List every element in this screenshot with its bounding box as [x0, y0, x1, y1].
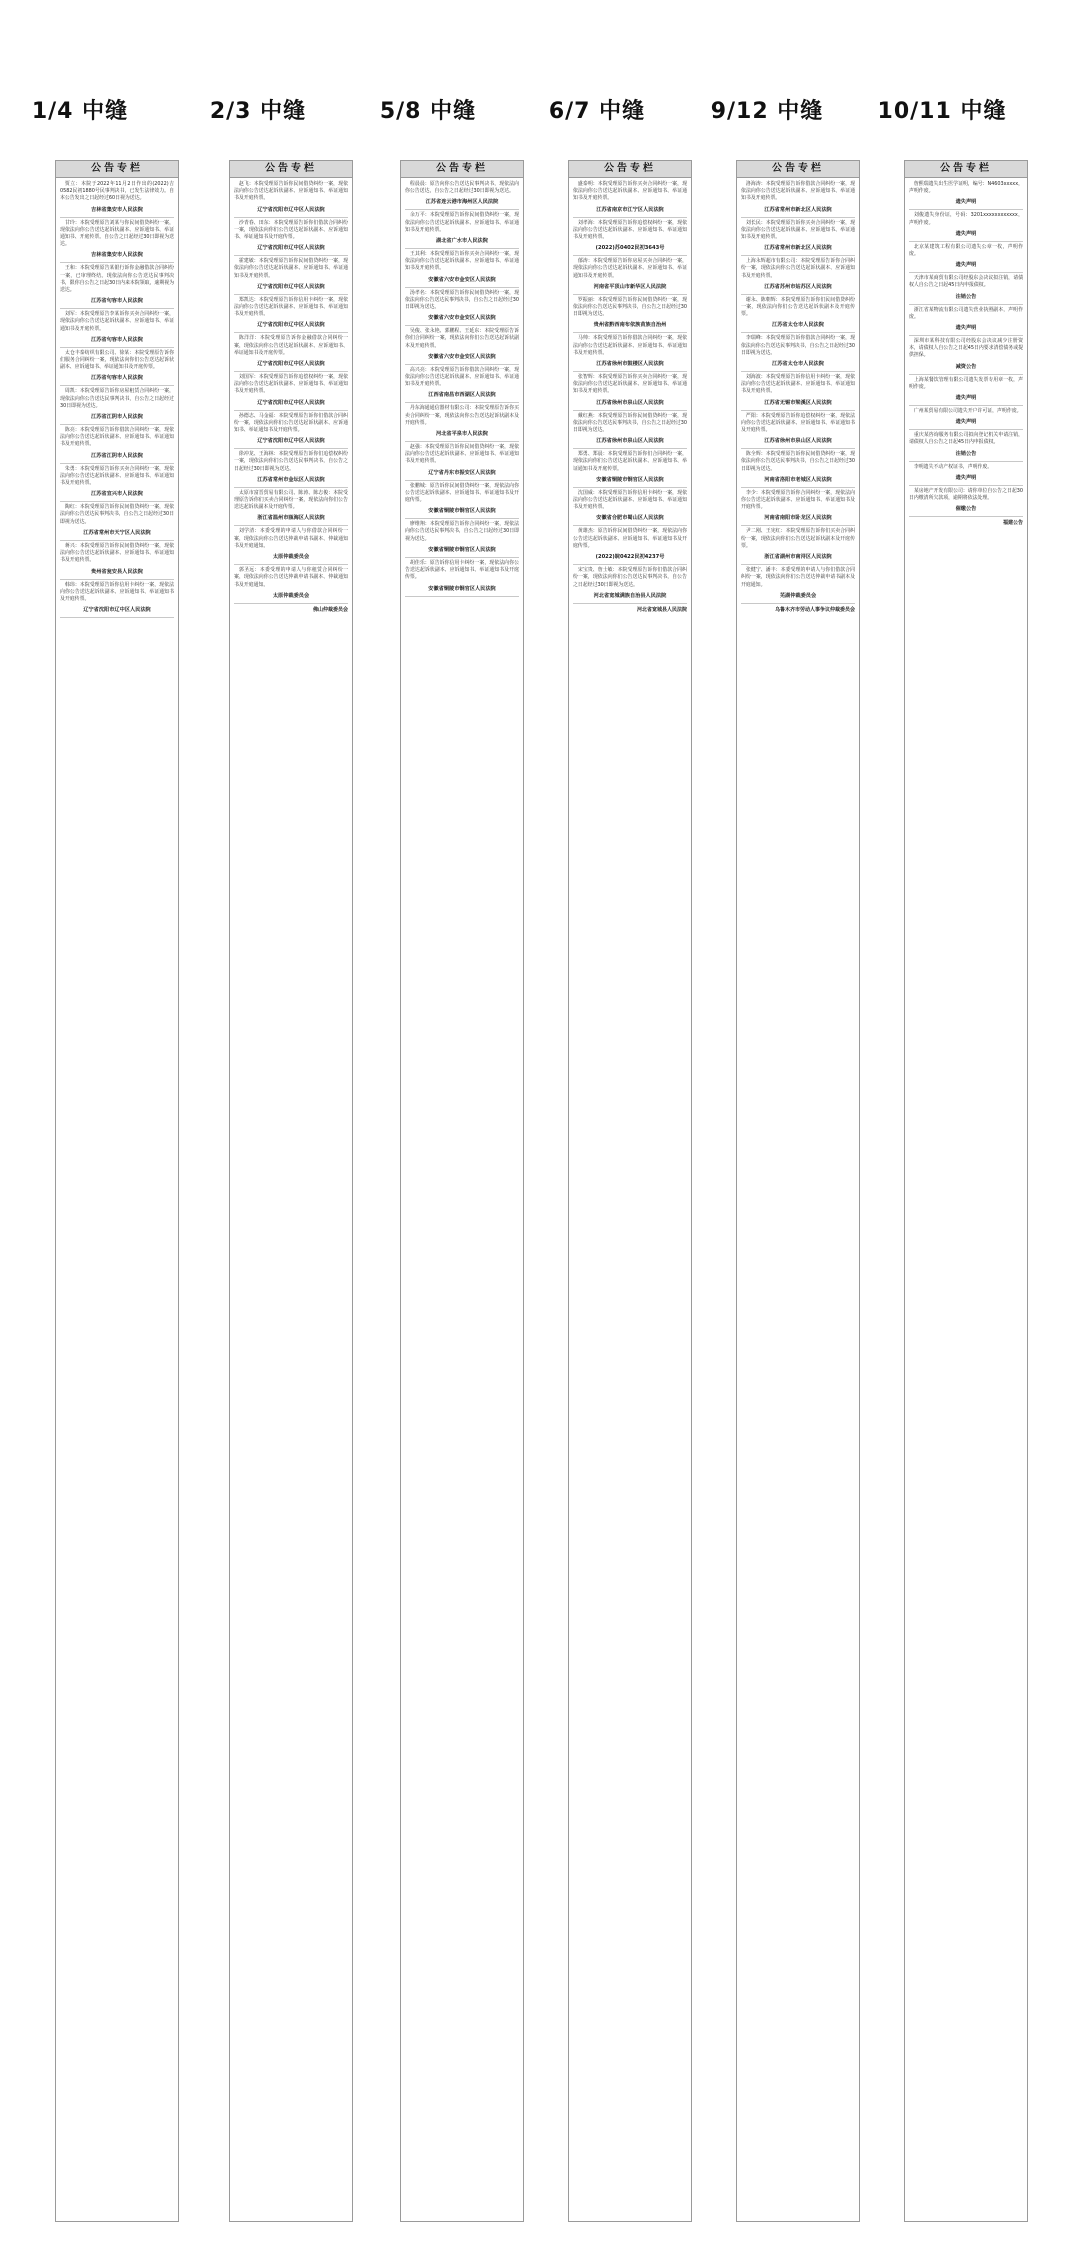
notice-text: 盛泰明：本院受理原告诉你买卖合同纠纷一案，现依法向你公告送达起诉状副本、应诉通知书、举证通知书及开庭传票。 — [573, 181, 687, 202]
notice-divider — [741, 371, 855, 372]
notice-item — [741, 258, 855, 295]
notice-item — [60, 427, 174, 464]
notice-court: 辽宁省沈阳市辽中区人民法院 — [257, 245, 325, 252]
notice-column-2 — [229, 160, 353, 2222]
notice-item — [741, 297, 855, 334]
notice-item — [741, 335, 855, 372]
notice-divider — [234, 332, 348, 333]
notice-divider — [234, 410, 348, 411]
notice-court: 江苏省徐州市泉山区人民法院 — [596, 399, 664, 406]
notice-divider — [573, 603, 687, 604]
notice-text: 詹熙瑞遗失出生医学证明，编号：N4603xxxxx，声明作废。 — [909, 181, 1023, 195]
notice-divider — [741, 525, 855, 526]
notice-court: 河南省平顶山市新华区人民法院 — [593, 283, 667, 290]
notice-text: 廖维翔：本院受理原告诉你合同纠纷一案，现依法向你公告送达民事判决书，自公告之日起经过30日即视为送达。 — [405, 521, 519, 542]
notice-text: 广州某贸易有限公司遗失开户许可证，声明作废。 — [913, 408, 1022, 415]
notice-court: 遗失声明 — [955, 325, 977, 332]
notice-item — [405, 181, 519, 210]
notice-text: 刘俊遗失身份证，号码：3201xxxxxxxxxxxx，声明作废。 — [909, 212, 1023, 226]
notice-text: 李明遗失不动产权证书，声明作废。 — [913, 463, 993, 470]
notice-divider — [573, 487, 687, 488]
notice-item — [741, 374, 855, 411]
notice-item — [60, 388, 174, 425]
notice-text: 徐冲龙、王海林：本院受理原告诉你们追偿权纠纷一案，现依法向你们公告送达民事判决书，自公告之日起经过30日即视为送达。 — [234, 451, 348, 472]
notice-item — [60, 543, 174, 580]
notice-text: 丹东海通通信器材有限公司：本院受理原告诉你买卖合同纠纷一案，现依法向你公告送达起诉状副本及开庭传票。 — [405, 405, 519, 426]
notice-court: 安徽省铜陵市铜官区人民法院 — [596, 476, 664, 483]
notice-text: 黄雄杰：原告诉你民间借贷纠纷一案，现依法向你公告送达起诉状副本、应诉通知书、举证通知书及开庭传票。 — [573, 528, 687, 549]
notice-item — [573, 451, 687, 488]
notice-court: 遗失声明 — [955, 474, 977, 481]
notice-court: 江苏省句容市人民法院 — [91, 298, 143, 305]
notice-item — [405, 367, 519, 404]
notice-court: 催缴公告 — [955, 506, 977, 513]
notice-court: (2022)苏0402民初3643号 — [595, 245, 665, 252]
notice-text: 马帅：本院受理原告诉你借款合同纠纷一案，现依法向你公告送达起诉状副本、应诉通知书、举证通知书及开庭传票。 — [573, 335, 687, 356]
notice-divider — [573, 255, 687, 256]
notice-divider — [234, 294, 348, 295]
notice-divider — [909, 461, 1023, 462]
notice-court: 辽宁省沈阳市辽中区人民法院 — [257, 399, 325, 406]
notice-text: 陈亮：本院受理原告诉你借款合同纠纷一案，现依法向你公告送达起诉状副本、应诉通知书、举证通知书及开庭传票。 — [60, 427, 174, 448]
notice-item — [573, 258, 687, 295]
notice-court: 江苏省常州市新北区人民法院 — [764, 206, 832, 213]
notice-divider — [573, 410, 687, 411]
notice-item — [234, 181, 348, 218]
notice-text: 洛海涛：本院受理原告诉你借款合同纠纷一案，现依法向你公告送达起诉状副本、应诉通知书、举证通知书及开庭传票。 — [741, 181, 855, 202]
notice-text: 谢永、陈朝辉：本院受理原告诉你们民间借贷纠纷一案，现依法向你们公告送达起诉状副本及开庭传票。 — [741, 296, 855, 318]
notice-court: 辽宁省丹东市振安区人民法院 — [428, 469, 496, 476]
notice-court: 太原仲裁委员会 — [272, 554, 310, 561]
notice-text: 朱勇：本院受理原告诉你买卖合同纠纷一案，现依法向你公告送达起诉状副本、应诉通知书、举证通知书及开庭传票。 — [60, 465, 174, 487]
notice-item — [234, 374, 348, 411]
notice-text: 尹二刚、王宪红：本院受理原告诉你们买卖合同纠纷一案，现依法向你们公告送达起诉状副本及开庭传票。 — [741, 528, 855, 549]
column-signature: 河北省宽城县人民法院 — [636, 606, 687, 613]
notice-divider — [60, 347, 174, 348]
notice-court: 辽宁省沈阳市辽中区人民法院 — [257, 206, 325, 213]
notice-item — [573, 335, 687, 372]
notice-item — [405, 444, 519, 481]
column-title: 公告专栏 — [905, 161, 1027, 178]
notice-court: 江苏省太仓市人民法院 — [772, 361, 824, 368]
notice-item — [234, 567, 348, 604]
notice-column-6 — [904, 160, 1028, 2222]
notice-divider — [60, 385, 174, 386]
notice-text: 太仓丰泰纺织有限公司、徐某：本院受理原告诉你们服务合同纠纷一案，现依法向你们公告送达起诉状副本、应诉通知书、举证通知书及开庭传票。 — [60, 349, 174, 371]
notice-court: 安徽省铜陵市铜官区人民法院 — [428, 585, 496, 592]
notice-item — [741, 567, 855, 604]
notice-court: 河南省南阳市卧龙区人民法院 — [764, 515, 832, 522]
notice-text: 严阳：本院受理原告诉你追偿权纠纷一案，现依法向你公告送达起诉状副本、应诉通知书、举证通知书及开庭传票。 — [741, 412, 855, 434]
column-body — [230, 178, 352, 614]
notice-divider — [573, 564, 687, 565]
notice-divider — [741, 255, 855, 256]
notice-court: 遗失声明 — [955, 395, 977, 402]
notice-divider — [60, 308, 174, 309]
notice-divider — [741, 294, 855, 295]
notice-court: 河北省宽城满族自治县人民法院 — [593, 592, 667, 599]
notice-court: (2022)皖0422民初4237号 — [595, 554, 665, 561]
notice-divider — [405, 325, 519, 326]
notice-court: 江苏省无锡市梁溪区人民法院 — [764, 399, 832, 406]
notice-court: 江苏省常州市金坛区人民法院 — [257, 476, 325, 483]
column-title: 公告专栏 — [230, 161, 352, 178]
notice-item — [909, 432, 1023, 461]
notice-column-5 — [736, 160, 860, 2222]
notice-item — [234, 413, 348, 450]
notice-item — [909, 338, 1023, 375]
notice-column-4 — [568, 160, 692, 2222]
notice-divider — [909, 374, 1023, 375]
notice-text: 郁涛：本院受理原告诉你房屋买卖合同纠纷一案，现依法向你公告送达起诉状副本、应诉通知书、举证通知书及开庭传票。 — [573, 258, 687, 279]
notice-divider — [234, 371, 348, 372]
notice-item — [909, 377, 1023, 406]
notice-item — [405, 405, 519, 442]
notice-court: 辽宁省沈阳市辽中区人民法院 — [257, 322, 325, 329]
notice-column-3 — [400, 160, 524, 2222]
notice-item — [60, 466, 174, 503]
notice-text: 孙德志、马金福：本院受理原告诉你们借款合同纠纷一案，现依法向你们公告送达起诉状副本、应诉通知书、举证通知书及开庭传票。 — [234, 412, 348, 434]
notice-item — [909, 275, 1023, 304]
notice-divider — [405, 287, 519, 288]
notice-divider — [405, 209, 519, 210]
notice-divider — [405, 402, 519, 403]
notice-divider — [60, 540, 174, 541]
notice-divider — [909, 272, 1023, 273]
notice-item — [405, 328, 519, 365]
notice-item — [60, 181, 174, 218]
notice-court: 浙江省温州市瓯海区人民法院 — [257, 515, 325, 522]
notice-text: 李少：本院受理原告诉你合同纠纷一案，现依法向你公告送达起诉状副本、应诉通知书、举证通知书及开庭传票。 — [741, 489, 855, 511]
notice-text: 甘玲：本院受理原告刘某与你民间借贷纠纷一案，现依法向你公告送达起诉状副本、应诉通知书、举证通知书、开庭传票。自公告之日起经过30日即视为送达。 — [60, 219, 174, 248]
notice-item — [60, 311, 174, 348]
notice-divider — [741, 564, 855, 565]
notice-text: 余万平：本院受理原告诉你民间借贷纠纷一案，现依法向你公告送达起诉状副本、应诉通知书、举证通知书及开庭传票。 — [405, 212, 519, 233]
notice-text: 浙江省某物流有限公司遗失营业执照副本，声明作废。 — [909, 306, 1023, 320]
notice-divider — [741, 603, 855, 604]
notice-divider — [741, 410, 855, 411]
column-signature: 佛山仲裁委员会 — [312, 606, 348, 613]
column-body — [737, 178, 859, 614]
notice-text: 天津市某商贸有限公司经股东会决议拟注销，请债权人自公告之日起45日内申报债权。 — [909, 275, 1023, 289]
notice-text: 赵强：本院受理原告诉你民间借贷纠纷一案，现依法向你公告送达起诉状副本、应诉通知书、举证通知书及开庭传票。 — [405, 444, 519, 465]
notice-divider — [405, 596, 519, 597]
notice-text: 刘军：本院受理原告李某诉你买卖合同纠纷一案，现依法向你公告送达起诉状副本、应诉通知书、举证通知书及开庭传票。 — [60, 311, 174, 332]
notice-divider — [909, 429, 1023, 430]
notice-divider — [573, 217, 687, 218]
notice-text: 戴红燕：本院受理原告诉你民间借贷纠纷一案，现依法向你公告送达民事判决书，自公告之日起经过30日即视为送达。 — [573, 412, 687, 434]
notice-divider — [573, 371, 687, 372]
notice-item — [741, 528, 855, 565]
notice-item — [909, 244, 1023, 273]
notice-divider — [60, 463, 174, 464]
notice-text: 霍建敏：本院受理原告诉你民间借贷纠纷一案，现依法向你公告送达起诉状副本、应诉通知书、举证通知书及开庭传票。 — [234, 258, 348, 279]
notice-court: 安徽省铜陵市铜官区人民法院 — [428, 508, 496, 515]
notice-court: 遗失声明 — [955, 419, 977, 426]
notice-item — [405, 521, 519, 558]
notice-court: 遗失声明 — [955, 262, 977, 269]
notice-text: 刘长民：本院受理原告诉你买卖合同纠纷一案，现依法向你公告送达起诉状副本、应诉通知书、举证通知书及开庭传票。 — [741, 219, 855, 241]
page-heading-3: 5/8 中缝 — [379, 99, 477, 124]
notice-court: 注销公告 — [955, 293, 977, 300]
notice-item — [741, 181, 855, 218]
notice-divider — [741, 448, 855, 449]
notice-text: 陈全辉：本院受理原告诉你民间借贷纠纷一案，现依法向你公告送达民事判决书，自公告之日起经过30日即视为送达。 — [741, 451, 855, 472]
notice-item — [234, 220, 348, 257]
notice-item — [909, 464, 1023, 486]
notice-court: 江苏省常州市天宁区人民法院 — [83, 529, 151, 536]
column-body — [56, 178, 178, 618]
notice-court: 辽宁省沈阳市辽中区人民法院 — [257, 283, 325, 290]
notice-divider — [741, 332, 855, 333]
notice-text: 刘孝海：本院受理原告诉你追偿权纠纷一案，现依法向你公告送达起诉状副本、应诉通知书、举证通知书及开庭传票。 — [573, 219, 687, 241]
notice-divider — [573, 294, 687, 295]
notice-divider — [405, 441, 519, 442]
notice-court: 湖北省广水市人民法院 — [436, 238, 488, 245]
notice-item — [405, 483, 519, 520]
column-body — [905, 178, 1027, 527]
column-title: 公告专栏 — [401, 161, 523, 178]
notice-text: 高兴亮：本院受理原告诉你借款合同纠纷一案，现依法向你公告送达起诉状副本、应诉通知书、举证通知书及开庭传票。 — [405, 366, 519, 388]
notice-text: 上海永辉超市有限公司：本院受理原告诉你合同纠纷一案，现依法向你公告送达起诉状副本、应诉通知书及开庭传票。 — [741, 258, 855, 279]
notice-divider — [234, 603, 348, 604]
notice-text: 陈洋洋：本院受理原告诉你金融借款合同纠纷一案，现依法向你公告送达起诉状副本、应诉通知书、举证通知书及开庭传票。 — [234, 335, 348, 356]
notice-court: 江苏省常州市新北区人民法院 — [764, 245, 832, 252]
notice-divider — [60, 217, 174, 218]
notice-item — [234, 528, 348, 565]
notice-divider — [405, 480, 519, 481]
notice-court: 辽宁省沈阳市辽中区人民法院 — [257, 438, 325, 445]
notice-court: 江苏省江阴市人民法院 — [91, 452, 143, 459]
notice-court: 江苏省江阴市人民法院 — [91, 414, 143, 421]
notice-divider — [60, 424, 174, 425]
notice-item — [405, 560, 519, 597]
notice-court: 安徽省合肥市蜀山区人民法院 — [596, 515, 664, 522]
notice-item — [234, 451, 348, 488]
notice-text: 罗振丽：本院受理原告诉你民间借贷纠纷一案，现依法向你公告送达民事判决书，自公告之日起经过30日即视为送达。 — [573, 296, 687, 318]
notice-court: 贵州省瓮安县人民法院 — [91, 568, 143, 575]
column-signature: 福建公告 — [1002, 520, 1023, 527]
notice-text: 汤孝名：本院受理原告诉你民间借贷纠纷一案，现依法向你公告送达民事判决书，自公告之日起经过30日即视为送达。 — [405, 289, 519, 311]
notice-divider — [60, 579, 174, 580]
notice-divider — [405, 248, 519, 249]
notice-item — [573, 374, 687, 411]
notice-court: 辽宁省沈阳市辽中区人民法院 — [257, 361, 325, 368]
notice-item — [741, 451, 855, 488]
notice-item — [405, 212, 519, 249]
notice-item — [234, 258, 348, 295]
page-heading-1: 1/4 中缝 — [31, 99, 129, 124]
notice-item — [60, 504, 174, 541]
notice-court: 太原仲裁委员会 — [272, 592, 310, 599]
notice-text: 胡佳乐：原告诉你信用卡纠纷一案，现依法向你公告送达起诉状副本、应诉通知书、举证通知书及开庭传票。 — [405, 559, 519, 581]
notice-divider — [573, 448, 687, 449]
notice-court: 江苏省南京市江宁区人民法院 — [596, 206, 664, 213]
notice-court: 江苏省徐州市泉山区人民法院 — [596, 438, 664, 445]
notice-item — [741, 413, 855, 450]
notice-item — [909, 181, 1023, 210]
column-title: 公告专栏 — [56, 161, 178, 178]
notice-item — [573, 297, 687, 334]
notice-text: 刘海波：本院受理原告诉你信用卡纠纷一案，现依法向你公告送达起诉状副本、应诉通知书、举证通知书及开庭传票。 — [741, 374, 855, 395]
notice-text: 蒋兴：本院受理原告诉你民间借贷纠纷一案，现依法向你公告送达起诉状副本、应诉通知书、举证通知书及开庭传票。 — [60, 542, 174, 564]
notice-court: 吉林省集安市人民法院 — [91, 206, 143, 213]
notice-court: 江苏省徐州市鼓楼区人民法院 — [596, 361, 664, 368]
notice-court: 减资公告 — [955, 363, 977, 370]
notice-divider — [909, 335, 1023, 336]
notice-text: 张智辉：本院受理原告诉你买卖合同纠纷一案，现依法向你公告送达起诉状副本、应诉通知书、举证通知书及开庭传票。 — [573, 374, 687, 395]
notice-divider — [909, 241, 1023, 242]
notice-court: 江苏省句容市人民法院 — [91, 336, 143, 343]
notice-text: 沈国威：本院受理原告诉你信用卡纠纷一案，现依法向你公告送达起诉状副本、应诉通知书、举证通知书及开庭传票。 — [573, 489, 687, 511]
notice-divider — [573, 525, 687, 526]
notice-text: 李瑞峰：本院受理原告诉你借款合同纠纷一案，现依法向你公告送达民事判决书，自公告之日起经过30日即视为送达。 — [741, 335, 855, 356]
notice-divider — [234, 217, 348, 218]
notice-court: 安徽省六安市金安区人民法院 — [428, 353, 496, 360]
notice-court: 河南省洛阳市老城区人民法院 — [764, 476, 832, 483]
notice-text: 王和：本院受理原告某银行诉你金融借款合同纠纷一案，已审理终结。现依法向你公告送达民事判决书，限你自公告之日起30日内来本院领取，逾期视为送达。 — [60, 265, 174, 294]
notice-divider — [909, 405, 1023, 406]
notice-text: 贾立：本院于2022年11月2日作出的(2022)吉0582民初1880号民事判决书，已发生法律效力。自本公告发出之日起经过60日视为送达。 — [60, 181, 174, 202]
notice-item — [405, 290, 519, 327]
notice-item — [60, 350, 174, 387]
notice-item — [573, 181, 687, 218]
notice-text: 重庆某咨询服务有限公司拟向登记机关申请注销，请债权人自公告之日起45日内申报债权。 — [909, 432, 1023, 446]
notice-court: 河北省平泉市人民法院 — [436, 431, 488, 438]
notice-divider — [405, 557, 519, 558]
notice-item — [60, 220, 174, 264]
notice-court: 安徽省六安市金安区人民法院 — [428, 315, 496, 322]
notice-text: 郑凯达：本院受理原告诉你信用卡纠纷一案，现依法向你公告送达起诉状副本、应诉通知书、举证通知书及开庭传票。 — [234, 296, 348, 318]
notice-court: 浙江省湖州市南浔区人民法院 — [764, 554, 832, 561]
notice-text: 某房地产开发有限公司：请你单位自公告之日起30日内缴清所欠款项，逾期将依法处理。 — [909, 487, 1023, 502]
notice-text: 张健宁、潘丰：本委受理的申请人与你们借款合同纠纷一案，现依法向你们公告送达仲裁申请书副本及开庭通知。 — [741, 567, 855, 588]
notice-text: 程晨晨：原告向你公告送达民事判决书，现依法向你公告送达，自公告之日起经过30日即视为送达。 — [405, 181, 519, 195]
notice-text: 吴俊、张永艳、郭鹏程、王延东：本院受理原告诉你们合同纠纷一案，现依法向你们公告送达起诉状副本及开庭传票。 — [405, 328, 519, 349]
notice-item — [741, 490, 855, 527]
notice-divider — [234, 487, 348, 488]
notice-divider — [573, 332, 687, 333]
notice-court: 江西省南昌市西湖区人民法院 — [428, 392, 496, 399]
notice-divider — [405, 518, 519, 519]
notice-item — [573, 220, 687, 257]
notice-text: 刘学清：本委受理的申请人与你借款合同纠纷一案，现依法向你公告送达仲裁申请书副本、仲裁通知书及开庭通知。 — [234, 528, 348, 549]
notice-court: 贵州省黔西南布依族苗族自治州 — [593, 322, 667, 329]
notice-column-1 — [55, 160, 179, 2222]
notice-court: 江苏省徐州市泉山区人民法院 — [764, 438, 832, 445]
notice-divider — [60, 617, 174, 618]
notice-text: 刘国军：本院受理原告诉你追偿权纠纷一案，现依法向你公告送达起诉状副本、应诉通知书、举证通知书及开庭传票。 — [234, 374, 348, 395]
notice-item — [60, 582, 174, 619]
notice-divider — [909, 304, 1023, 305]
notice-divider — [60, 501, 174, 502]
notice-divider — [234, 448, 348, 449]
notice-court: 江苏省苏州市姑苏区人民法院 — [764, 283, 832, 290]
notice-item — [741, 220, 855, 257]
notice-item — [573, 528, 687, 565]
column-title: 公告专栏 — [569, 161, 691, 178]
notice-text: 张鹏城：原告诉你民间借贷纠纷一案，现依法向你公告送达起诉状副本、应诉通知书、举证通知书及开庭传票。 — [405, 482, 519, 504]
column-signature: 乌鲁木齐市劳动人事争议仲裁委员会 — [774, 606, 855, 613]
page-heading-6: 10/11 中缝 — [877, 99, 1007, 124]
notice-item — [405, 251, 519, 288]
notice-text: 宋宝贵、詹士敏：本院受理原告诉你们借款合同纠纷一案，现依法向你们公告送达民事判决书，自公告之日起经过30日即视为送达。 — [573, 567, 687, 588]
notice-text: 沙青春、田东：本院受理原告诉你们借款合同纠纷一案，现依法向你们公告送达起诉状副本、应诉通知书、举证通知书及开庭传票。 — [234, 219, 348, 241]
notice-divider — [60, 262, 174, 263]
column-body — [401, 178, 523, 597]
notice-item — [60, 265, 174, 309]
notice-text: 周凯：本院受理原告诉你房屋租赁合同纠纷一案，现依法向你公告送达民事判决书，自公告之日起经过30日即视为送达。 — [60, 388, 174, 409]
notice-divider — [909, 516, 1023, 517]
notice-court: 吉林省集安市人民法院 — [91, 252, 143, 259]
notice-divider — [234, 564, 348, 565]
notice-item — [234, 297, 348, 334]
notice-divider — [234, 255, 348, 256]
notice-text: 上海某餐饮管理有限公司遗失发票专用章一枚，声明作废。 — [909, 376, 1023, 390]
notice-court: 江苏省太仓市人民法院 — [772, 322, 824, 329]
column-title: 公告专栏 — [737, 161, 859, 178]
notice-text: 郭圣远：本委受理的申请人与你租赁合同纠纷一案，现依法向你公告送达仲裁申请书副本、仲裁通知书及开庭通知。 — [234, 567, 348, 588]
notice-divider — [909, 209, 1023, 210]
page-heading-2: 2/3 中缝 — [209, 99, 307, 124]
notice-text: 王其利：本院受理原告诉你买卖合同纠纷一案，现依法向你公告送达起诉状副本、应诉通知书、举证通知书及开庭传票。 — [405, 251, 519, 272]
notice-court: 遗失声明 — [955, 230, 977, 237]
notice-item — [234, 490, 348, 527]
notice-court: 注销公告 — [955, 450, 977, 457]
notice-court: 江苏省宜兴市人民法院 — [91, 491, 143, 498]
notice-item — [573, 567, 687, 604]
notice-court: 安徽省铜陵市铜官区人民法院 — [428, 546, 496, 553]
notice-court: 江苏省句容市人民法院 — [91, 375, 143, 382]
page-heading-5: 9/12 中缝 — [710, 99, 824, 124]
notice-court: 遗失声明 — [955, 199, 977, 206]
notice-text: 郑勇、郑晨：本院受理原告诉你们合同纠纷一案，现依法向你们公告送达起诉状副本、应诉通知书、举证通知书及开庭传票。 — [573, 451, 687, 472]
notice-item — [234, 335, 348, 372]
notice-text: 赵飞：本院受理原告诉你民间借贷纠纷一案，现依法向你公告送达起诉状副本、应诉通知书、举证通知书及开庭传票。 — [234, 181, 348, 202]
notice-court: 辽宁省沈阳市辽中区人民法院 — [83, 607, 151, 614]
notice-item — [573, 413, 687, 450]
notice-text: 太原市富晋贸易有限公司、陈涛、陈志俊：本院受理原告诉你们买卖合同纠纷一案，现依法向你们公告送达起诉状副本及开庭传票。 — [234, 489, 348, 511]
notice-court: 芜湖仲裁委员会 — [779, 592, 817, 599]
notice-item — [909, 408, 1023, 430]
notice-court: 江苏省连云港市海州区人民法院 — [425, 199, 499, 206]
page-heading-4: 6/7 中缝 — [548, 99, 646, 124]
notice-divider — [909, 485, 1023, 486]
notice-text: 北京某建筑工程有限公司遗失公章一枚，声明作废。 — [909, 243, 1023, 258]
notice-item — [909, 307, 1023, 336]
notice-divider — [741, 487, 855, 488]
notice-divider — [405, 364, 519, 365]
notice-text: 深圳市某科技有限公司经股东会决议减少注册资本，请债权人自公告之日起45日内要求清偿债务或提供担保。 — [909, 338, 1023, 359]
notice-item — [909, 488, 1023, 517]
column-body — [569, 178, 691, 614]
notice-item — [909, 212, 1023, 241]
notice-court: 安徽省六安市金安区人民法院 — [428, 276, 496, 283]
notice-divider — [234, 525, 348, 526]
notice-divider — [741, 217, 855, 218]
notice-text: 韩玮：本院受理原告诉你信用卡纠纷一案，现依法向你公告送达起诉状副本、应诉通知书、举证通知书及开庭传票。 — [60, 581, 174, 602]
notice-item — [573, 490, 687, 527]
notice-text: 陶红：本院受理原告诉你民间借贷纠纷一案，现依法向你公告送达民事判决书，自公告之日起经过30日即视为送达。 — [60, 504, 174, 525]
